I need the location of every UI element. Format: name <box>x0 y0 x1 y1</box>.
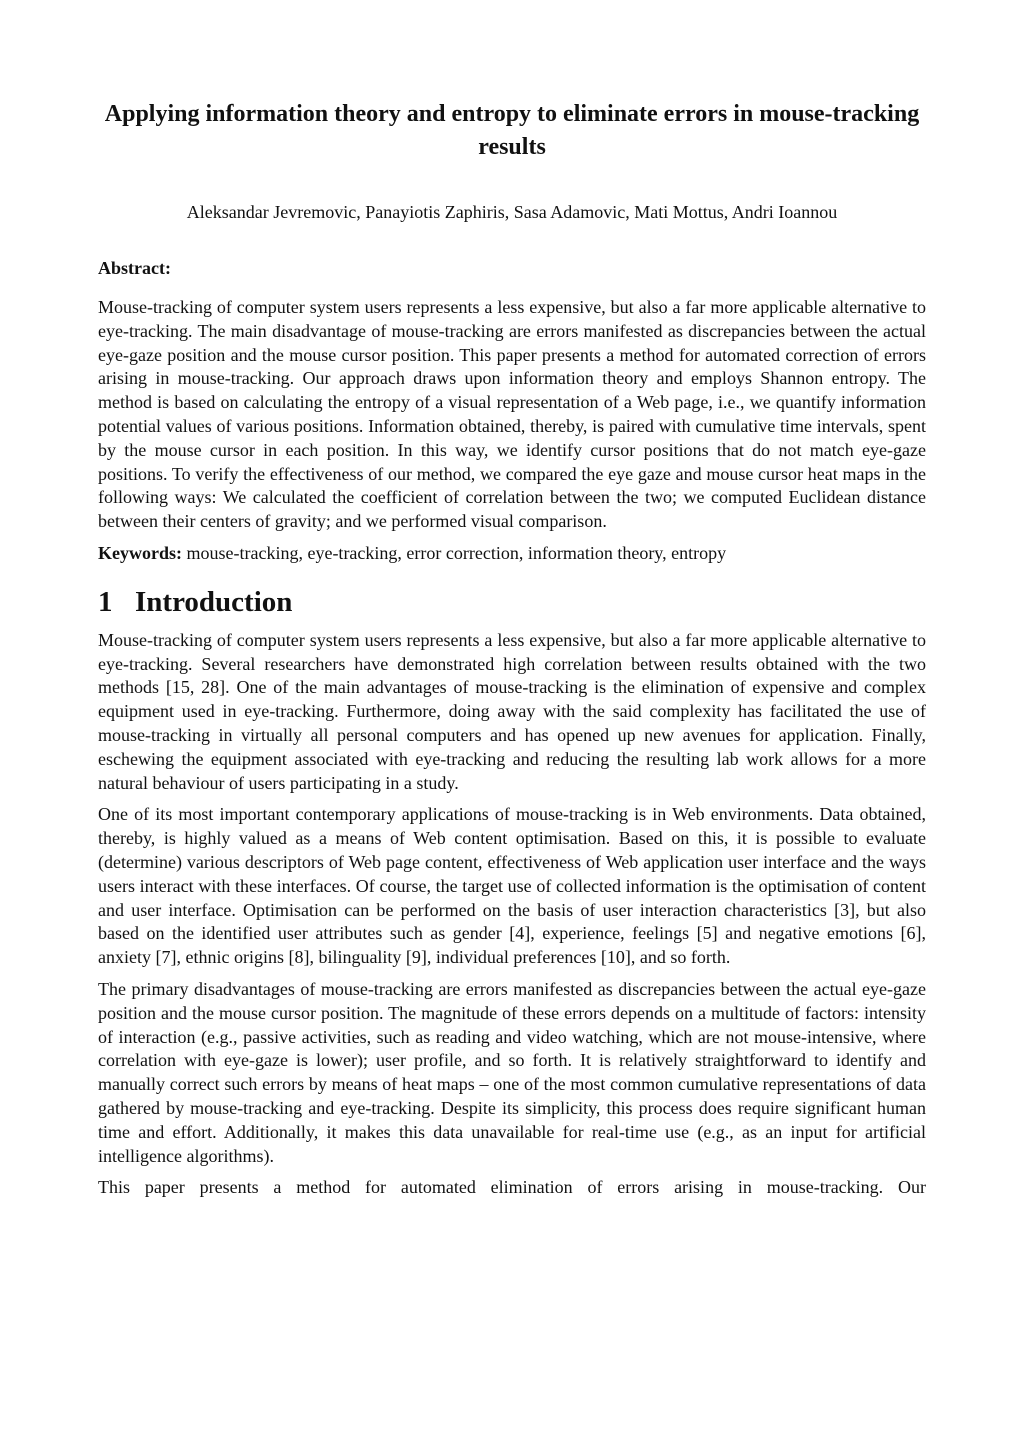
intro-paragraph: The primary disadvantages of mouse-tracking are errors manifested as discrepancies between the actual eye-gaze position and the mouse cursor position. The magnitude of these errors depends on a multitude of factors: intensity of interaction (e.g., passive activities, such as reading and video watching, which are not mouse-intensive, where correlation with eye-gaze is lower); user profile, and so forth. It is relatively straightforward to identify and manually correct such errors by means of heat maps – one of the most common cumulative representations of data gathered by mouse-tracking and eye-tracking. Despite its simplicity, this process does require significant human time and effort. Additionally, it makes this data unavailable for real-time use (e.g., as an input for artificial intelligence algorithms). <box>98 978 926 1166</box>
intro-paragraph: One of its most important contemporary applications of mouse-tracking is in Web environments. Data obtained, thereby, is highly valued as a means of Web content optimisation. Based on this, it is possible to evaluate (determine) various descriptors of Web page content, effectiveness of Web application user interface and the ways users interact with these interfaces. Of course, the target use of collected information is the optimisation of content and user interface. Optimisation can be performed on the basis of user interaction characteristics [3], but also based on the identified user attributes such as gender [4], experience, feelings [5] and negative emotions [6], anxiety [7], ethnic origins [8], bilinguality [9], individual preferences [10], and so forth. <box>98 804 926 968</box>
section-title: Introduction <box>135 585 293 618</box>
intro-paragraph: Mouse-tracking of computer system users represents a less expensive, but also a far more applicable alternative to eye-tracking. Several researchers have demonstrated high correlation between results obtained with the two methods [15, 28]. One of the main advantages of mouse-tracking is the elimination of expensive and complex equipment used in eye-tracking. Furthermore, doing away with the said complexity has facilitated the use of mouse-tracking in virtually all personal computers and has opened up new avenues for application. Finally, eschewing the equipment associated with eye-tracking and reducing the resulting lab work allows for a more natural behaviour of users participating in a study. <box>98 629 926 793</box>
abstract-text: Mouse-tracking of computer system users represents a less expensive, but also a far more applicable alternative to eye-tracking. The main disadvantage of mouse-tracking are errors manifested as discrepancies between the actual eye-gaze position and the mouse cursor position. This paper presents a method for automated correction of errors arising in mouse-tracking. Our approach draws upon information theory and employs Shannon entropy. The method is based on calculating the entropy of a visual representation of a Web page, i.e., we quantify information potential values of various positions. Information obtained, thereby, is paired with cumulative time intervals, spent by the mouse cursor in each position. In this way, we identify cursor positions that do not match eye-gaze positions. To verify the effectiveness of our method, we compared the eye gaze and mouse cursor heat maps in the following ways: We calculated the coefficient of correlation between the two; we computed Euclidean distance between their centers of gravity; and we performed visual comparison. <box>98 297 926 532</box>
paper-page <box>98 0 926 1200</box>
author-list: Aleksandar Jevremovic, Panayiotis Zaphiris, Sasa Adamovic, Mati Mottus, Andri Ioannou <box>186 202 838 222</box>
intro-paragraph: This paper presents a method for automated elimination of errors arising in mouse-tracking. Our <box>98 1177 926 1198</box>
keywords-label: Keywords: <box>98 542 182 563</box>
keywords-text: mouse-tracking, eye-tracking, error correction, information theory, entropy <box>186 542 727 563</box>
section-heading-introduction <box>98 582 926 622</box>
keywords-line <box>98 542 926 566</box>
section-number: 1 <box>98 585 113 618</box>
abstract-heading: Abstract: <box>98 258 171 278</box>
paper-title: Applying information theory and entropy to eliminate errors in mouse-tracking results <box>104 101 920 160</box>
